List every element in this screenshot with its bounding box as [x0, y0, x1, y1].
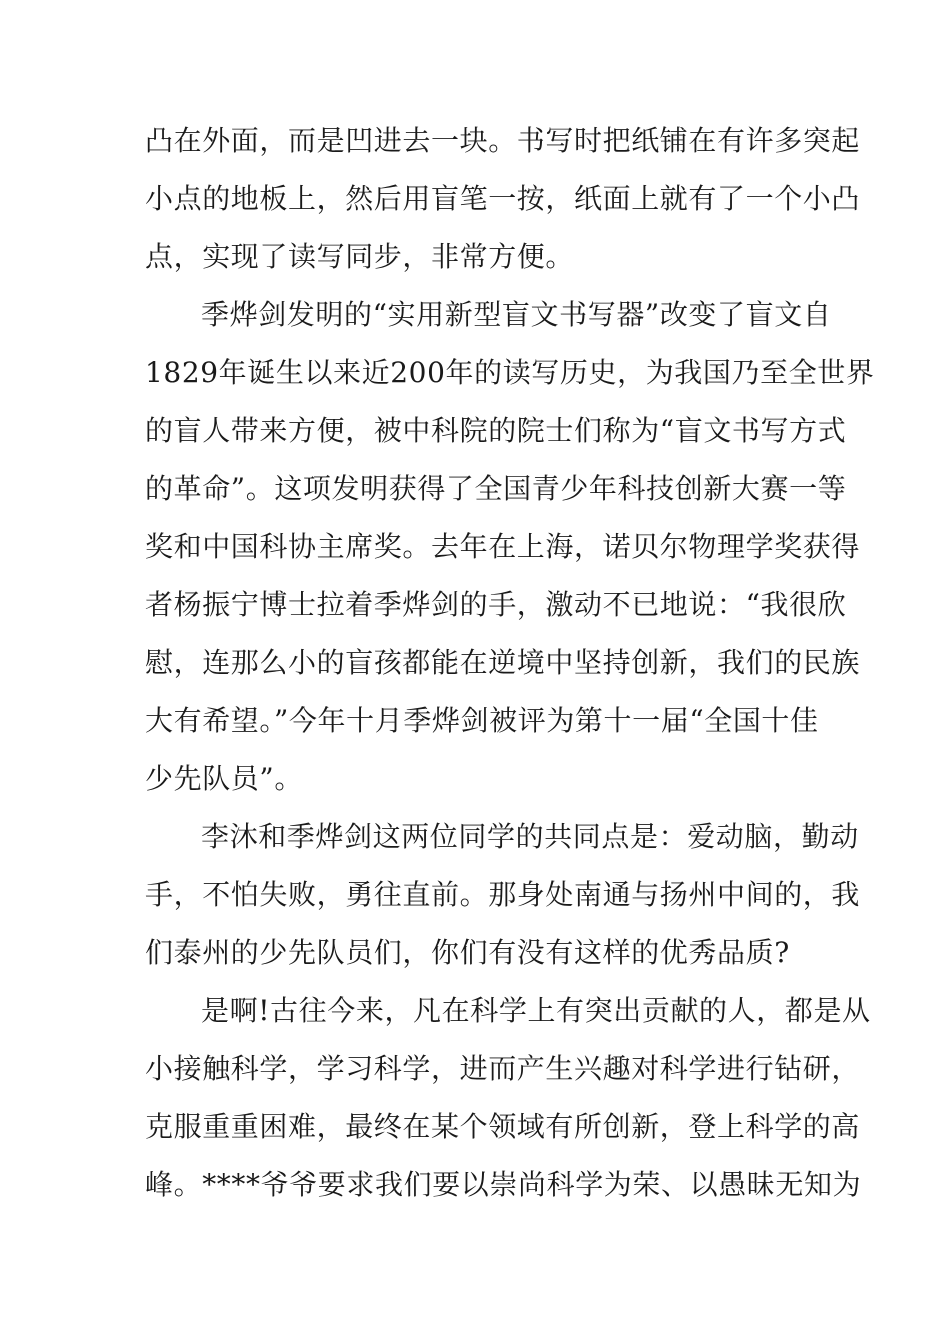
text-line: 的革命”。这项发明获得了全国青少年科技创新大赛一等 [145, 472, 847, 505]
paragraph-first-line: 季烨剑发明的“实用新型盲文书写器”改变了盲文自 [201, 298, 832, 331]
body-text [145, 117, 875, 1219]
text-line: 者杨振宁博士拉着季烨剑的手，激动不已地说：“我很欣 [145, 588, 847, 621]
text-line: 的盲人带来方便，被中科院的院士们称为“盲文书写方式 [145, 414, 847, 447]
text-line: 慰，连那么小的盲孩都能在逆境中坚持创新，我们的民族 [145, 646, 861, 679]
text-line: 点，实现了读写同步，非常方便。 [145, 240, 575, 273]
text-line: 手，不怕失败，勇往直前。那身处南通与扬州中间的，我 [145, 878, 861, 911]
paragraph-first-line: 李沐和季烨剑这两位同学的共同点是：爱动脑，勤动 [201, 820, 859, 853]
text-line: 1829年诞生以来近200年的读写历史，为我国乃至全世界 [145, 356, 875, 389]
text-line: 克服重重困难，最终在某个领域有所创新，登上科学的高 [145, 1110, 861, 1143]
text-line: 大有希望。”今年十月季烨剑被评为第十一届“全国十佳 [145, 704, 819, 737]
text-line: 小点的地板上，然后用盲笔一按，纸面上就有了一个小凸 [145, 182, 861, 215]
text-line: 奖和中国科协主席奖。去年在上海，诺贝尔物理学奖获得 [145, 530, 861, 563]
text-line: 凸在外面，而是凹进去一块。书写时把纸铺在有许多突起 [145, 124, 861, 157]
text-line: 峰。****爷爷要求我们要以崇尚科学为荣、以愚昧无知为 [145, 1168, 862, 1201]
paragraph-first-line: 是啊!古往今来，凡在科学上有突出贡献的人，都是从 [201, 994, 871, 1027]
text-line: 们泰州的少先队员们，你们有没有这样的优秀品质? [145, 936, 790, 969]
text-line: 小接触科学，学习科学，进而产生兴趣对科学进行钻研， [145, 1052, 861, 1085]
text-line: 少先队员”。 [145, 762, 303, 795]
